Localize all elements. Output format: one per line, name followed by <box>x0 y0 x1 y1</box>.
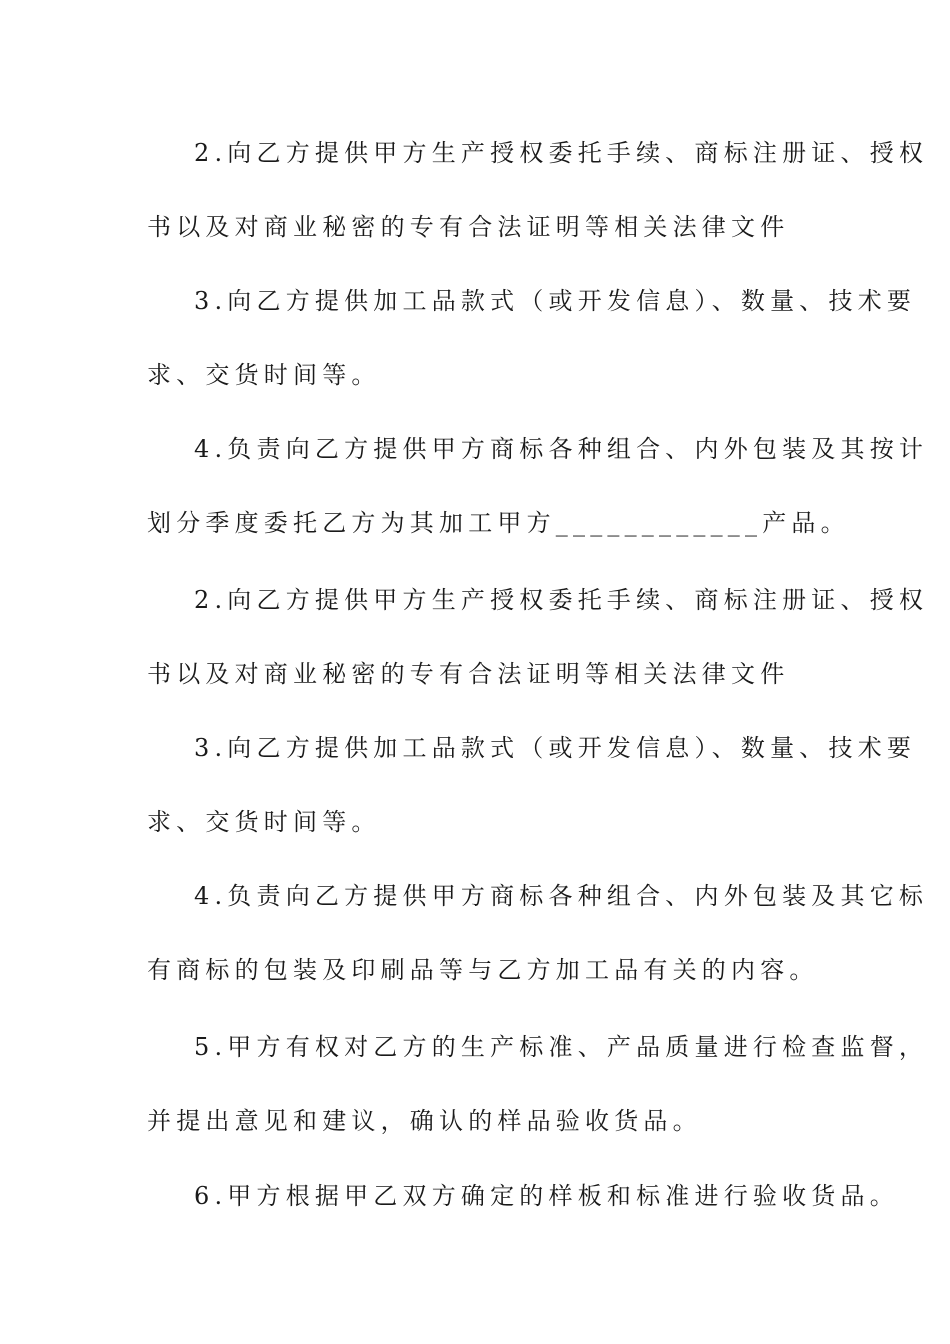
paragraph-line: 5.甲方有权对乙方的生产标准、产品质量进行检查监督， <box>194 1033 929 1061</box>
paragraph-line: 书以及对商业秘密的专有合法证明等相关法律文件 <box>147 660 790 688</box>
paragraph-line: 有商标的包装及印刷品等与乙方加工品有关的内容。 <box>147 956 819 984</box>
paragraph-line: 求、交货时间等。 <box>147 808 381 836</box>
paragraph-line: 书以及对商业秘密的专有合法证明等相关法律文件 <box>147 213 790 241</box>
paragraph-line: 求、交货时间等。 <box>147 361 381 389</box>
paragraph-line: 3.向乙方提供加工品款式（或开发信息）、数量、技术要 <box>194 734 917 762</box>
paragraph-line: 2.向乙方提供甲方生产授权委托手续、商标注册证、授权 <box>194 139 929 167</box>
paragraph-line: 2.向乙方提供甲方生产授权委托手续、商标注册证、授权 <box>194 586 929 614</box>
paragraph-line: 4.负责向乙方提供甲方商标各种组合、内外包装及其按计 <box>194 435 929 463</box>
paragraph-line: 3.向乙方提供加工品款式（或开发信息）、数量、技术要 <box>194 287 917 315</box>
paragraph-line: 4.负责向乙方提供甲方商标各种组合、内外包装及其它标 <box>194 882 929 910</box>
paragraph-line: 6.甲方根据甲乙双方确定的样板和标准进行验收货品。 <box>194 1182 899 1210</box>
paragraph-line: 划分季度委托乙方为其加工甲方____________产品。 <box>147 509 850 537</box>
paragraph-line: 并提出意见和建议，确认的样品验收货品。 <box>147 1107 702 1135</box>
